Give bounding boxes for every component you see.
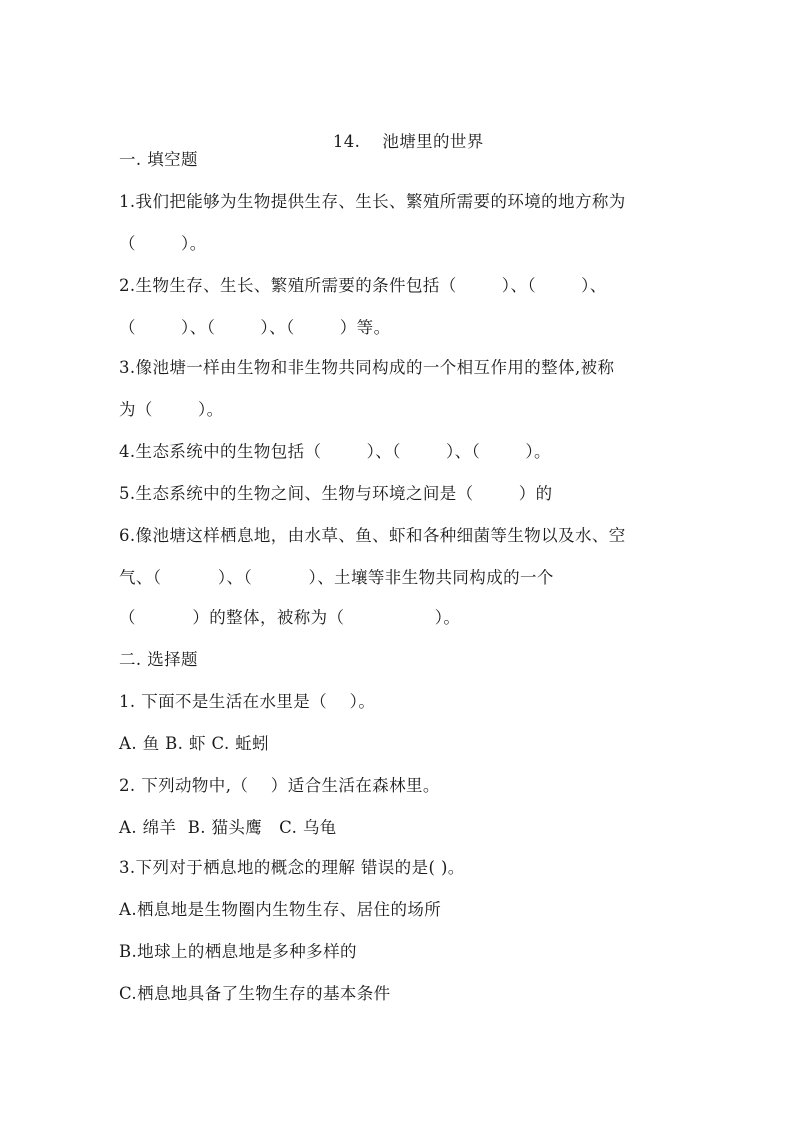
choice-question-2-options: A. 绵羊 B. 猫头鹰 C. 乌龟 — [119, 818, 337, 837]
question-1-line-2: （ ）。 — [119, 234, 207, 253]
question-2-line-1: 2.生物生存、生长、繁殖所需要的条件包括（ ）、（ ）、 — [119, 276, 607, 295]
question-6-line-3: （ ）的整体，被称为（ ）。 — [119, 608, 461, 627]
choice-question-3-option-a: A.栖息地是生物圈内生物生存、居住的场所 — [119, 900, 442, 919]
question-6-line-1: 6.像池塘这样栖息地，由水草、鱼、虾和各种细菌等生物以及水、空 — [119, 526, 626, 545]
question-1-line-1: 1.我们把能够为生物提供生存、生长、繁殖所需要的环境的地方称为 — [119, 192, 626, 211]
choice-question-3: 3.下列对于栖息地的概念的理解 错误的是( )。 — [119, 858, 465, 877]
question-3-line-2: 为（ ）。 — [119, 400, 224, 419]
section-heading-fill-in: 一. 填空题 — [119, 150, 198, 169]
question-2-line-2: （ ）、（ ）、（ ）等。 — [119, 318, 391, 337]
question-6-line-2: 气、（ ）、（ ）、土壤等非生物共同构成的一个 — [119, 568, 554, 587]
question-3-line-1: 3.像池塘一样由生物和非生物共同构成的一个相互作用的整体,被称 — [119, 358, 615, 377]
choice-question-2: 2. 下列动物中,（ ）适合生活在森林里。 — [119, 776, 440, 795]
choice-question-1-options: A. 鱼 B. 虾 C. 蚯蚓 — [119, 734, 270, 753]
choice-question-1: 1. 下面不是生活在水里是（ ）。 — [119, 692, 376, 711]
section-heading-choice: 二. 选择题 — [119, 650, 198, 669]
title-number: 14. — [332, 132, 361, 151]
question-5: 5.生态系统中的生物之间、生物与环境之间是（ ）的 — [119, 484, 553, 503]
choice-question-3-option-b: B.地球上的栖息地是多种多样的 — [119, 942, 357, 961]
title-text: 池塘里的世界 — [382, 132, 484, 151]
choice-question-3-option-c: C.栖息地具备了生物生存的基本条件 — [119, 984, 391, 1003]
question-4: 4.生态系统中的生物包括（ ）、（ ）、（ ）。 — [119, 442, 551, 461]
